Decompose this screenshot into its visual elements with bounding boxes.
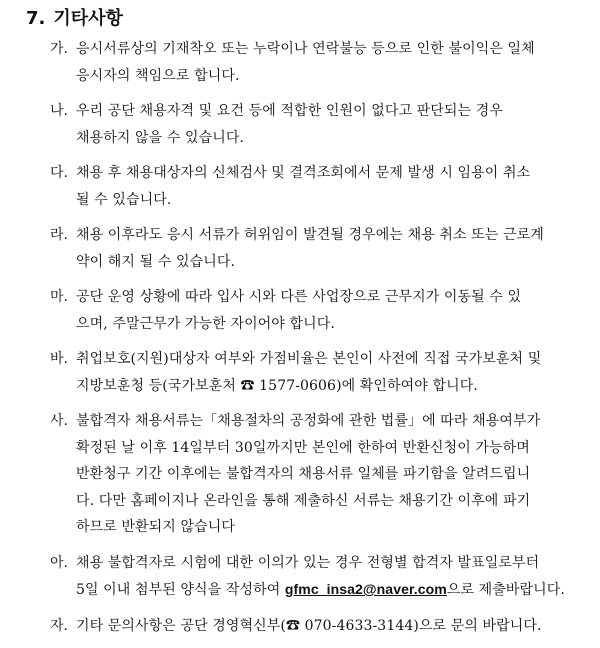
item-text-line: 다. 다만 홈페이지나 온라인을 통해 제출하신 서류는 채용기간 이후에 파기 [76,492,531,509]
list-item [0,222,600,275]
section-heading [26,6,123,32]
item-marker: 나. [50,103,68,119]
item-text-line: 응시서류상의 기재착오 또는 누락이나 연락불능 등으로 인한 불이익은 일체 [76,41,535,57]
item-email-line [0,576,600,604]
item-text-line: 확정된 날 이후 14일부터 30일까지만 본인에 한하여 반환신청이 가능하며 [76,439,530,456]
item-text-line: 될 수 있습니다. [76,191,172,208]
item-text-line: 채용 이후라도 응시 서류가 허위임이 발견될 경우에는 채용 취소 또는 근로계 [76,227,544,243]
list-item [0,36,600,89]
item-marker: 아. [50,554,68,571]
email-line-suffix: 으로 제출바랍니다. [446,582,565,598]
item-text-line: 약이 해지 될 수 있습니다. [76,253,235,270]
item-marker: 자. [50,617,68,634]
list-item [0,408,600,541]
list-item [0,160,600,213]
item-text-line: 반환청구 기간 이후에는 불합격자의 채용서류 일체를 파기함을 알려드립니 [76,466,531,482]
email-link[interactable]: gfmc_insa2@naver.com [284,581,447,597]
list-item [0,98,600,151]
notice-list [0,36,600,648]
item-marker: 가. [50,41,68,57]
list-item [0,346,600,399]
item-text-line: 하므로 반환되지 않습니다 [76,519,235,535]
item-text-line: 기타 문의사항은 공단 경영혁신부(☎ 070-4633-3144)으로 문의 바랍니다. [76,617,542,634]
item-text-line: 채용하지 않을 수 있습니다. [76,129,245,146]
list-item [0,613,600,640]
item-text-line: 취업보호(지원)대상자 여부와 가점비율은 본인이 사전에 직접 국가보훈처 및 [76,351,542,367]
item-text-line: 채용 불합격자로 시험에 대한 이의가 있는 경우 전형별 합격자 발표일로부터 [76,554,540,571]
item-text-line: 공단 운영 상황에 따라 입사 시와 다른 사업장으로 근무지가 이동될 수 있 [76,289,522,305]
item-marker: 바. [50,351,68,367]
item-text-line: 채용 후 채용대상자의 신체검사 및 결격조회에서 문제 발생 시 임용이 취소 [76,165,531,181]
item-text-line: 응시자의 책임으로 합니다. [76,67,240,84]
item-text-line: 우리 공단 채용자격 및 요건 등에 적합한 인원이 없다고 판단되는 경우 [76,103,503,119]
email-line-prefix: 5일 이내 첨부된 양식을 작성하여 [76,582,285,598]
item-marker: 다. [50,165,68,181]
list-item [0,284,600,337]
list-item [0,550,600,604]
item-text-line: 지방보훈청 등(국가보훈처 ☎ 1577-0606)에 확인하여야 합니다. [76,377,478,394]
item-text-line: 으며, 주말근무가 가능한 자이어야 합니다. [76,315,335,332]
section-title: 기타사항 [53,8,123,29]
item-text-line: 불합격자 채용서류는「채용절차의 공정화에 관한 법률」에 따라 채용여부가 [76,413,541,429]
section-number: 7. [26,8,46,29]
item-marker: 라. [50,227,68,243]
item-marker: 사. [50,413,68,429]
item-marker: 마. [50,289,68,305]
